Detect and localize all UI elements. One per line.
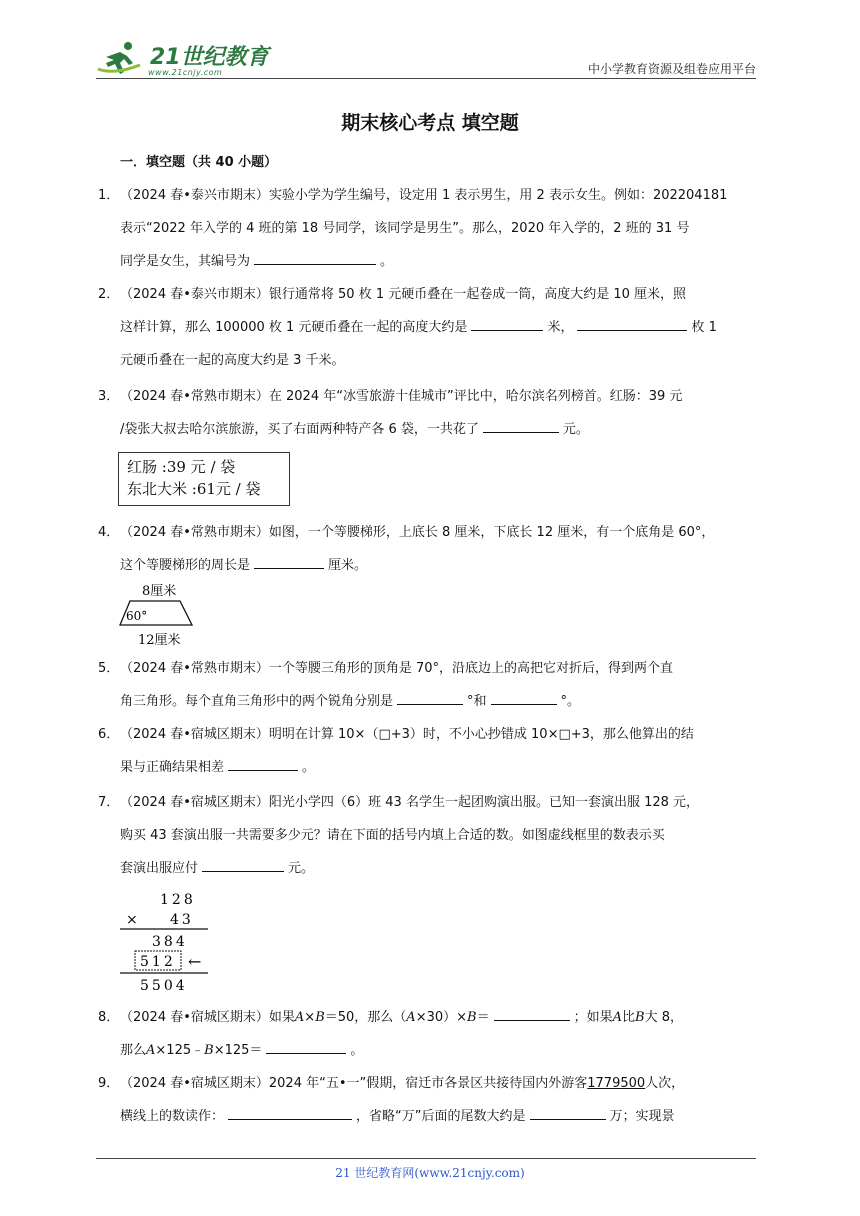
question-text: 元。 (288, 861, 315, 876)
variable-a: A (294, 1010, 305, 1025)
question-text: /袋张大叔去哈尔滨旅游，买了右面两种特产各 6 袋，一共花了 (120, 422, 479, 437)
times-sign: × (304, 1010, 316, 1025)
answer-blank[interactable] (491, 688, 557, 705)
answer-blank[interactable] (228, 754, 298, 771)
arrow-icon: ← (188, 952, 205, 971)
price-line: 东北大米 :61元 / 袋 (127, 480, 261, 498)
logo (96, 38, 269, 78)
question-text: （2024 春•宿城区期末）阳光小学四（6）班 43 名学生一起团购演出服。已知一套演出服 128 元， (120, 795, 700, 810)
variable-b: B (467, 1010, 477, 1025)
answer-blank[interactable] (397, 688, 463, 705)
question-text: （2024 春•泰兴市期末）银行通常将 50 枚 1 元硬币叠在一起卷成一筒，高度大约是 10 厘米，照 (120, 287, 687, 302)
logo-url: www.21cnjy.com (148, 68, 223, 77)
logo-text: 21世纪教育 (150, 45, 269, 70)
question-number: 9． (98, 1076, 120, 1091)
question-text: 购买 43 套演出服一共需要多少元？请在下面的括号内填上合适的数。如图虚线框里的数表示买 (120, 828, 665, 843)
page-header (96, 30, 756, 80)
answer-blank[interactable] (266, 1037, 346, 1054)
question-4 (98, 516, 762, 582)
question-9 (98, 1067, 762, 1133)
answer-blank[interactable] (228, 1103, 352, 1120)
question-text: 比 (622, 1010, 636, 1025)
page-footer[interactable]: 21 世纪教育网(www.21cnjy.com) (335, 1166, 525, 1180)
question-text: 。 (350, 1043, 364, 1058)
question-text: （2024 春•宿城区期末）如果 (120, 1010, 295, 1025)
variable-a: A (146, 1043, 156, 1058)
question-number: 2． (98, 287, 120, 302)
question-number: 6． (98, 727, 120, 742)
question-1 (98, 179, 762, 278)
answer-blank[interactable] (577, 314, 687, 331)
question-text: 。 (302, 760, 316, 775)
trapezoid-figure (116, 580, 206, 650)
variable-a: A (612, 1010, 622, 1025)
question-text: 枚 1 (691, 320, 717, 335)
header-divider (96, 78, 756, 79)
section-heading: 一．填空题（共 40 小题） (120, 155, 278, 170)
question-text: 横线上的数读作： (120, 1109, 225, 1124)
question-text: ×125﹣ (155, 1043, 205, 1058)
question-text: 厘米。 (328, 558, 368, 573)
multiplier: 43 (170, 912, 194, 928)
partial-product-2: 512 (140, 954, 176, 970)
variable-b: B (315, 1010, 325, 1025)
question-text: 万；实现景 (609, 1109, 675, 1124)
question-text: 套演出服应付 (120, 861, 199, 876)
question-2 (98, 278, 762, 377)
times-sign: × (126, 912, 141, 928)
trapezoid-bottom-label: 12厘米 (138, 633, 181, 648)
question-6 (98, 718, 762, 784)
answer-blank[interactable] (202, 855, 284, 872)
variable-a: A (406, 1010, 416, 1025)
question-number: 8． (98, 1010, 120, 1025)
price-box (118, 452, 290, 506)
question-text: 那么 (120, 1043, 147, 1058)
answer-blank[interactable] (494, 1004, 570, 1021)
question-text: （2024 春•常熟市期末）在 2024 年“冰雪旅游十佳城市”评比中，哈尔滨名列榜首。红肠：39 元 (120, 389, 683, 404)
question-number: 4． (98, 525, 120, 540)
question-text: 米， (547, 320, 574, 335)
multiplication-figure (116, 888, 226, 998)
question-text: （2024 春•宿城区期末）2024 年“五•一”假期，宿迁市各景区共接待国内外游客 (120, 1076, 588, 1091)
question-text: 大 8， (644, 1010, 683, 1025)
trapezoid-top-label: 8厘米 (142, 584, 177, 599)
answer-blank[interactable] (254, 552, 324, 569)
question-text: ×125＝ (213, 1043, 263, 1058)
question-7 (98, 786, 762, 885)
question-3 (98, 380, 762, 446)
question-text: 这个等腰梯形的周长是 (120, 558, 251, 573)
price-line: 红肠 :39 元 / 袋 (127, 458, 236, 476)
question-text: 。 (380, 254, 394, 269)
question-number: 7． (98, 795, 120, 810)
underlined-number: 1779500 (587, 1076, 646, 1091)
question-text: （2024 春•常熟市期末）一个等腰三角形的顶角是 70°，沿底边上的高把它对折后，得到两个直 (120, 661, 674, 676)
answer-blank[interactable] (471, 314, 543, 331)
question-text: ，省略“万”后面的尾数大约是 (356, 1109, 526, 1124)
multiplicand: 128 (160, 892, 196, 908)
partial-product-1: 384 (152, 934, 188, 950)
question-text: ＝50，那么（ (324, 1010, 407, 1025)
question-text: 这样计算，那么 100000 枚 1 元硬币叠在一起的高度大约是 (120, 320, 468, 335)
variable-b: B (204, 1043, 214, 1058)
runner-logo-icon (96, 39, 144, 77)
question-text: （2024 春•常熟市期末）如图，一个等腰梯形，上底长 8 厘米，下底长 12 厘米，有一个底角是 60°， (120, 525, 715, 540)
question-text: 表示“2022 年入学的 4 班的第 18 号同学，该同学是男生”。那么，2020 年入学的，2 班的 31 号 (120, 221, 690, 236)
header-slogan: 中小学教育资源及组卷应用平台 (587, 62, 756, 76)
question-text: 果与正确结果相差 (120, 760, 225, 775)
question-number: 1． (98, 188, 120, 203)
question-text: 元硬币叠在一起的高度大约是 3 千米。 (120, 353, 345, 368)
question-number: 3． (98, 389, 120, 404)
question-text: °。 (560, 694, 581, 709)
variable-b: B (635, 1010, 645, 1025)
answer-blank[interactable] (483, 416, 559, 433)
question-text: °和 (467, 694, 487, 709)
question-text: 元。 (562, 422, 589, 437)
question-text: ＝ (476, 1010, 490, 1025)
question-5 (98, 652, 762, 718)
answer-blank[interactable] (530, 1103, 606, 1120)
question-text: 同学是女生，其编号为 (120, 254, 251, 269)
product: 5504 (140, 978, 188, 994)
page-title: 期末核心考点 填空题 (341, 112, 519, 134)
trapezoid-angle-label: 60° (126, 609, 148, 623)
question-text: （2024 春•宿城区期末）明明在计算 10×（□+3）时，不小心抄错成 10×□+3，那么他算出的结 (120, 727, 694, 742)
question-number: 5． (98, 661, 120, 676)
footer-divider (96, 1158, 756, 1159)
question-text: 人次， (645, 1076, 685, 1091)
question-text: ；如果 (573, 1010, 613, 1025)
question-8 (98, 1001, 762, 1067)
question-text: （2024 春•泰兴市期末）实验小学为学生编号，设定用 1 表示男生，用 2 表示女生。例如：202204181 (120, 188, 728, 203)
answer-blank[interactable] (254, 248, 376, 265)
question-text: ×30）× (415, 1010, 468, 1025)
question-text: 角三角形。每个直角三角形中的两个锐角分别是 (120, 694, 394, 709)
